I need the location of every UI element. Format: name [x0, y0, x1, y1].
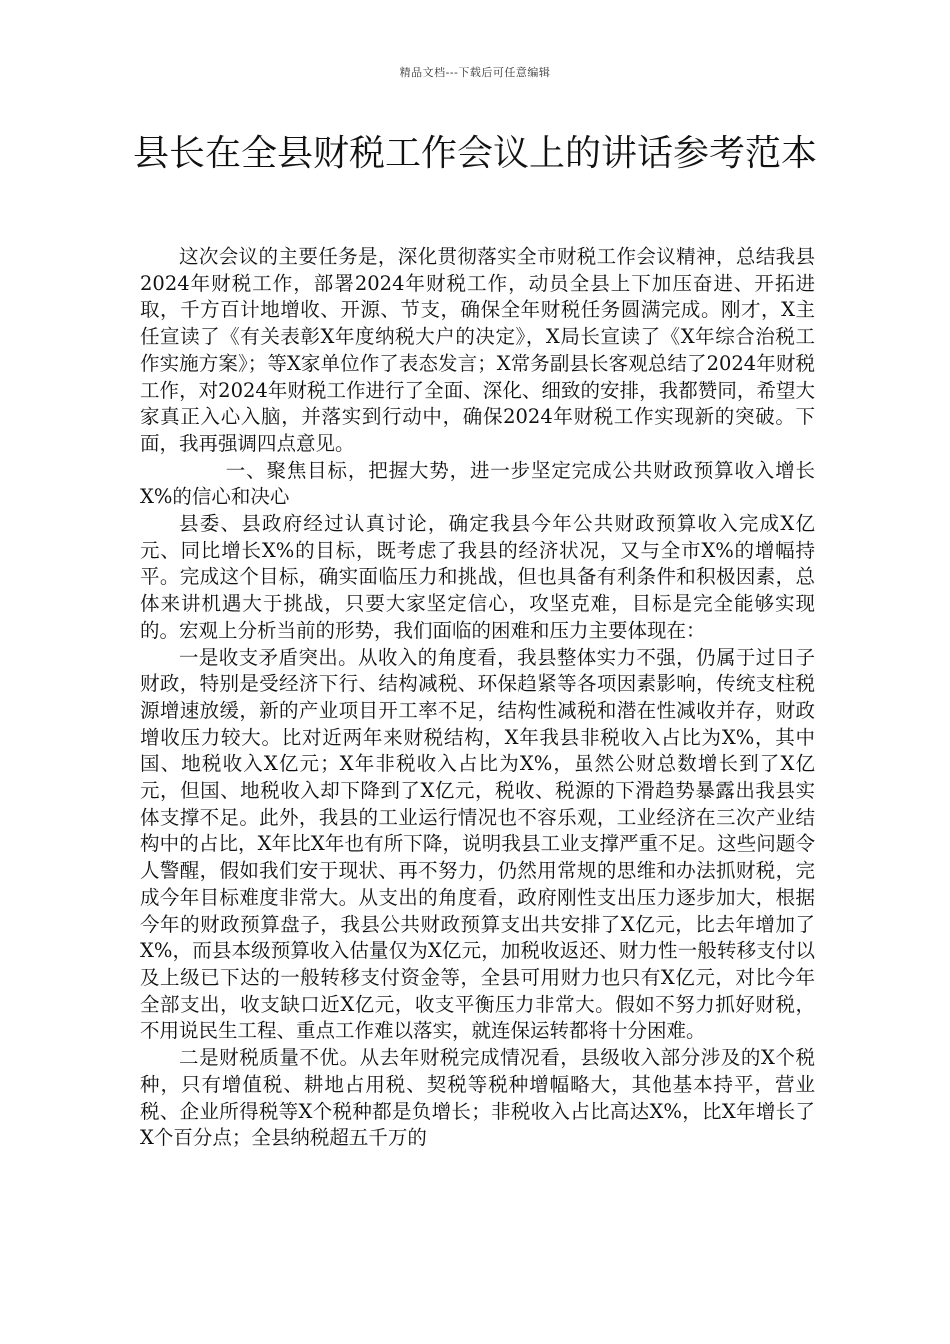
document-body [140, 244, 815, 1152]
page-title: 县长在全县财税工作会议上的讲话参考范本 [132, 133, 817, 174]
paragraph-point-2: 二是财税质量不优。从去年财税完成情况看，县级收入部分涉及的X个税种，只有增值税、耕地占用税、契税等税种增幅略大，其他基本持平，营业税、企业所得税等X个税种都是负增长；非税收入占比高达X%，比X年增长了X个百分点；全县纳税超五千万的 [140, 1046, 815, 1150]
paragraph-point-1: 一是收支矛盾突出。从收入的角度看，我县整体实力不强，仍属于过日子财政，特别是受经济下行、结构减税、环保趋紧等各项因素影响，传统支柱税源增速放缓，新的产业项目开工率不足，结构性减税和潜在性减收并存，财政增收压力较大。比对近两年来财税结构，X年我县非税收入占比为X%，其中国、地税收入X亿元；X年非税收入占比为X%，虽然公财总数增长到了X亿元，但国、地税收入却下降到了X亿元，税收、税源的下滑趋势暴露出我县实体支撑不足。此外，我县的工业运行情况也不容乐观，工业经济在三次产业结构中的占比，X年比X年也有所下降，说明我县工业支撑严重不足。这些问题令人警醒，假如我们安于现状、再不努力，仍然用常规的思维和办法抓财税，完成今年目标难度非常大。从支出的角度看，政府刚性支出压力逐步加大，根据今年的财政预算盘子，我县公共财政预算支出共安排了X亿元，比去年增加了X%，而县本级预算收入估量仅为X亿元，加税收返还、财力性一般转移支付以及上级已下达的一般转移支付资金等，全县可用财力也只有X亿元，对比今年全部支出，收支缺口近X亿元，收支平衡压力非常大。假如不努力抓好财税，不用说民生工程、重点工作难以落实，就连保运转都将十分困难。 [140, 645, 815, 1043]
section-heading-1: 一、聚焦目标，把握大势，进一步坚定完成公共财政预算收入增长X%的信心和决心 [140, 458, 815, 509]
paragraph-intro: 这次会议的主要任务是，深化贯彻落实全市财税工作会议精神，总结我县2024年财税工作，部署2024年财税工作，动员全县上下加压奋进、开拓进取，千方百计地增收、开源、节支，确保全年财税任务圆满完成。刚才，X主任宣读了《有关表彰X年度纳税大户的决定》，X局长宣读了《X年综合治税工作实施方案》；等X家单位作了表态发言；X常务副县长客观总结了2024年财税工作，对2024年财税工作进行了全面、深化、细致的安排，我都赞同，希望大家真正入心入脑，并落实到行动中，确保2024年财税工作实现新的突破。下面，我再强调四点意见。 [140, 245, 815, 455]
paragraph-target: 县委、县政府经过认真讨论，确定我县今年公共财政预算收入完成X亿元、同比增长X%的目标，既考虑了我县的经济状况，又与全市X%的增幅持平。完成这个目标，确实面临压力和挑战，但也具备有利条件和积极因素，总体来讲机遇大于挑战，只要大家坚定信心，攻坚克难，目标是完全能够实现的。宏观上分析当前的形势，我们面临的困难和压力主要体现在： [140, 512, 815, 642]
header-note: 精品文档---下载后可任意编辑 [399, 66, 551, 79]
